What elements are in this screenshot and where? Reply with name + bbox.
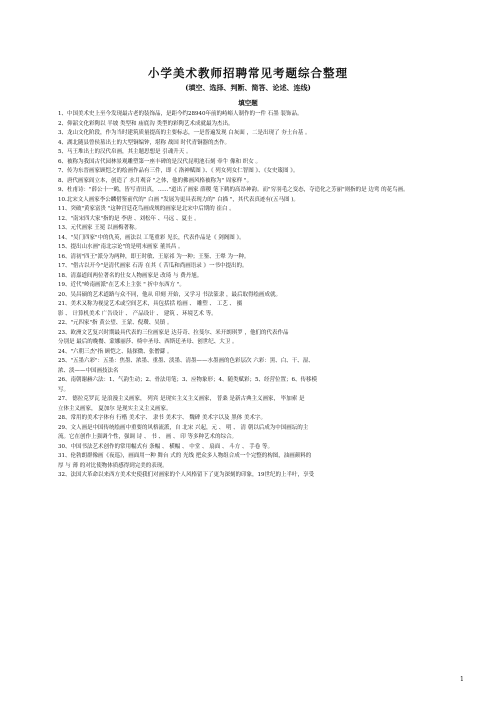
text-line: 2、仰韶文化彩陶以 半坡 类型和 庙底沟 类型的彩陶艺术成就最为杰出。: [58, 120, 234, 127]
text-line: 流。它在创作上强调个性，强调 诗 、 书 、 画 、 印 等多种艺术的综合。: [58, 434, 237, 440]
text-line: 19、近代"岭南画派"在艺术上主张 " 折中东西方 "。: [58, 282, 185, 288]
text-line: 29、文人画是中国传统绘画中重要的风格流派，自 北宋 兴起，元 、 明 、 清 朝以后成为中国画坛的主: [58, 424, 309, 431]
text-line: 30、中国书法艺术创作的常用幅式有 条幅 、 横幅 、 中堂 、 扇面 、 斗方 、 手卷 等。: [58, 443, 273, 450]
text-line: 17、"借古以开今"是清代画家 石涛 在其《 苦瓜和尚画语录 》一书中提出的。: [58, 263, 248, 269]
text-line: 20、吴昌硕的艺术道路与众不同，他从 印刻 开始，又学习 书法篆隶 ，最后取得绘画成就。: [58, 291, 281, 298]
text-line: 21、美术又称为视觉艺术或空间艺术，具包括括 绘画 、 雕塑 、 工艺 、 摄: [58, 301, 243, 307]
text-line: 25、"五墨六彩"：五墨：焦墨、浓墨、重墨、淡墨、清墨——水墨画的色彩层次 六彩：黑、白、干、湿、: [58, 358, 314, 364]
text-line: 28、常用的美术字体有 行楷 美术字、 隶书 美术字、 魏碑 美术字以及 黑体 美术字。: [58, 415, 266, 421]
text-line: 18、清嘉道间两位著名的仕女人物画家是 改琦 与 费丹旭。: [58, 272, 203, 279]
text-line: 27、 德拉克罗瓦 是浪漫主义画家， 列宾 是现实主义主义画家， 普桑 是新古典主义画家， 毕加索 是: [58, 396, 305, 402]
text-line: 14、"吴门四家"中的仇英，画法以 工笔重彩 见长，代表作品是《 剑阁图 》。: [58, 234, 245, 241]
text-line: 5、马王堆出土的汉代帛画，其主题思想是 引魂升天 。: [58, 149, 192, 155]
text-line: 12、"南宋四大家"指的是 李唐 、刘松年 、马远 、夏圭 。: [58, 215, 200, 222]
page-number: 1: [460, 676, 464, 683]
text-line: 1、中国美术史上至今发现最古老的装饰品，是距今约28940年前的峙峪人制作的一件 石墨 装饰品。: [58, 111, 303, 117]
text-line: 9、杜甫诗："薛公十一鹤，皆写青田真，……"道出了画家 薛稷 笔下鹤的高昂神韵。而"穷羽毛之变态，夺造化之芳丽"则指的是 边鸾 的花鸟画。: [58, 187, 409, 193]
text-line: 22、"元四家"指 黄公望、王蒙、倪瓒、吴镇 。: [58, 320, 173, 326]
text-line: 浓、淡——中国画技法名: [58, 367, 119, 374]
text-line: 26、南朝谢赫六法：1、气韵生动；2、骨法用笔；3、应物象形；4、随类赋彩；5、经营位置；6、传移模: [58, 377, 317, 383]
text-line: 厚 与 薄 的对比使物体质感得到完美的表现。: [58, 462, 168, 469]
text-line: 3、龙山文化阶段，作为当时建筑质量提高的主要标志，一是普遍发现 白灰面 ，二是出现了 夯土台基 。: [58, 130, 311, 136]
text-line: 13、元代画家 王冕 以画梅著称。: [58, 225, 140, 231]
text-line: 15、提出山水画"南北宗论"的是明末画家 董其昌 。: [58, 244, 184, 250]
text-line: 24、"六朝三杰"指 顾恺之、陆探微、张僧繇 。: [58, 348, 173, 355]
text-line: 4、湖北随县曾侯墓出土的大型铜编钟，堪称 战国 时代青铜器的杰作。: [58, 139, 230, 146]
text-line: 10.北宋文人画家李公麟借鉴前代的" 白画 "发展为更具表现力的" 白描 "，其代表真迹有(五马图 )。: [58, 196, 299, 203]
text-line: 7、传为东晋画家顾恺之的绘画作品有三件，即《 洛神赋图 》、《 列女列女仁智图 》、《女史箴图 》。: [58, 168, 299, 174]
text-line: 31、伦勃朗群像画《夜巡》，画面用一种 舞台 式的 光线 把众多人物组合成一个完整的构图，油画颜料的: [58, 453, 312, 459]
text-line: 23、欧洲文艺复兴时期最具代表的三位画家是 达芬奇、拉斐尔、米开朗琪罗 ，他们的代表作品: [58, 329, 289, 336]
section-heading: 填空题: [238, 99, 258, 107]
text-line: 6、被称为我国古代园林景观雕塑第一座丰碑的是汉代昆明池石刻 牵牛 像和 织女 。: [58, 158, 261, 165]
text-line: 16、清初"四王"派分为两种，即王时敏、王原祁 为一种；王鉴、王翚 为一种。: [58, 253, 250, 260]
text-line: 立体主义画家， 夏加尔 是现实主义主义画家。: [58, 405, 172, 412]
text-line: 影 、 计算机美术 广告设计 、 产品设计 、 建筑 、环境艺术 等。: [58, 310, 217, 317]
text-line: 写。: [58, 386, 70, 393]
text-line: 8、唐代画家阎立本，创造了 水月观音 "之体，他的佛画风格被称为" 周家样 "。: [58, 177, 253, 184]
text-line: 32、法国大革命以来西方美术史使我们对画家的个人风格留下了更为深刻的印象，19世纪的上半叶，享受: [58, 472, 315, 478]
document-title: 小学美术教师招聘常见考题综合整理: [148, 66, 348, 80]
text-line: 11、突破"黄家富贵 "这种宫廷花鸟画成规的画家是北宋中后期的 崔白 。: [58, 206, 235, 212]
text-line: 分别是 最后的晚餐、蒙娜丽莎、椅中圣母、西斯廷圣母、创世纪、大卫 。: [58, 339, 238, 345]
document-body: [58, 110, 448, 481]
document-subtitle: (填空、选择、判断、简答、论述、连线): [185, 83, 311, 92]
